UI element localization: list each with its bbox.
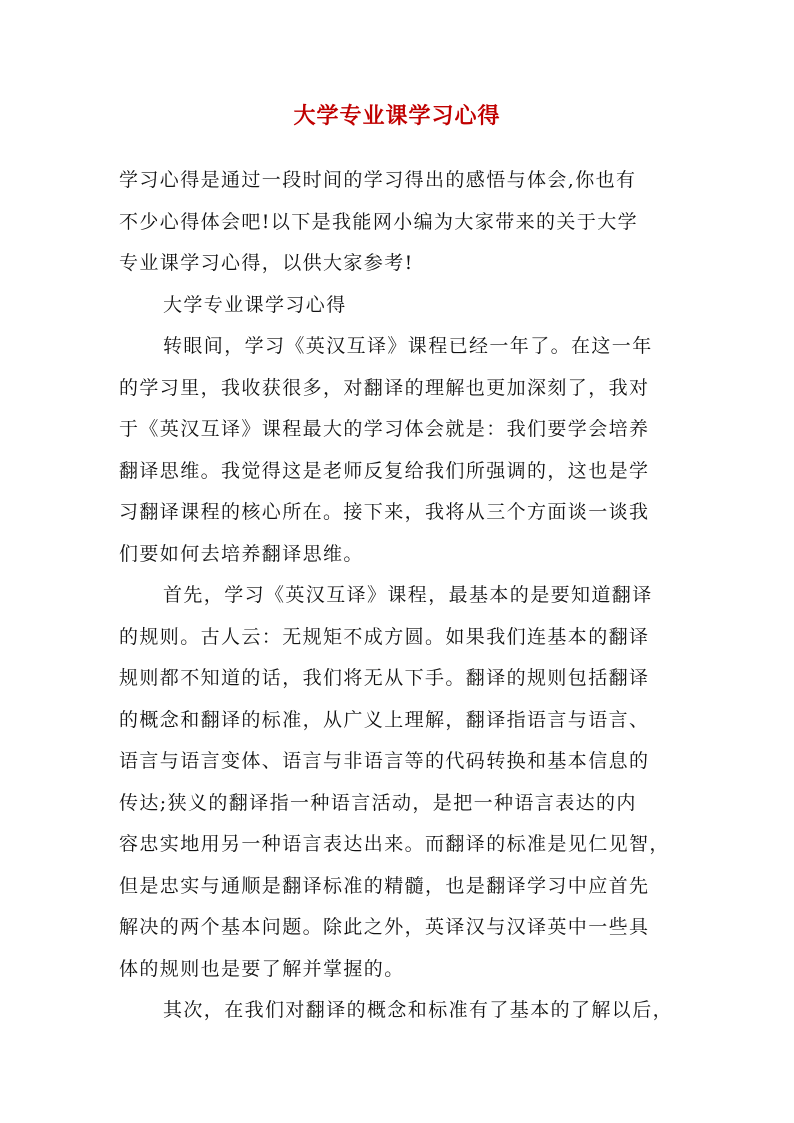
paragraph-line: 的概念和翻译的标准，从广义上理解，翻译指语言与语言、 <box>119 708 650 731</box>
paragraph-line: 但是忠实与通顺是翻译标准的精髓，也是翻译学习中应首先 <box>119 874 650 897</box>
paragraph-line: 容忠实地用另一种语言表达出来。而翻译的标准是见仁见智， <box>119 833 670 855</box>
paragraph-line: 专业课学习心得，以供大家参考! <box>119 252 414 274</box>
paragraph-line: 转眼间，学习《英汉互译》课程已经一年了。在这一年 <box>163 335 653 357</box>
paragraph-line: 翻译思维。我觉得这是老师反复给我们所强调的，这也是学 <box>119 459 650 482</box>
paragraph-line: 于《英汉互译》课程最大的学习体会就是：我们要学会培养 <box>119 418 650 440</box>
document-body <box>119 160 679 1032</box>
paragraph-line: 首先，学习《英汉互译》课程，最基本的是要知道翻译 <box>163 584 653 606</box>
paragraph-line: 的学习里，我收获很多，对翻译的理解也更加深刻了，我对 <box>119 376 650 399</box>
document-title: 大学专业课学习心得 <box>293 103 501 129</box>
section-heading: 大学专业课学习心得 <box>163 293 347 316</box>
paragraph-line: 的规则。古人云：无规矩不成方圆。如果我们连基本的翻译 <box>119 625 650 648</box>
paragraph-line: 们要如何去培养翻译思维。 <box>119 542 364 565</box>
paragraph-line: 其次，在我们对翻译的概念和标准有了基本的了解以后， <box>163 999 674 1021</box>
paragraph-line: 习翻译课程的核心所在。接下来，我将从三个方面谈一谈我 <box>119 501 650 523</box>
paragraph-line: 传达;狭义的翻译指一种语言活动，是把一种语言表达的内 <box>119 791 637 814</box>
paragraph-line: 语言与语言变体、语言与非语言等的代码转换和基本信息的 <box>119 750 650 772</box>
paragraph-line: 规则都不知道的话，我们将无从下手。翻译的规则包括翻译 <box>119 667 650 689</box>
paragraph-line: 学习心得是通过一段时间的学习得出的感悟与体会,你也有 <box>119 169 637 191</box>
paragraph-line: 不少心得体会吧!以下是我能网小编为大家带来的关于大学 <box>119 210 639 233</box>
paragraph-line: 解决的两个基本问题。除此之外，英译汉与汉译英中一些具 <box>119 916 650 938</box>
paragraph-line: 体的规则也是要了解并掌握的。 <box>119 957 405 980</box>
